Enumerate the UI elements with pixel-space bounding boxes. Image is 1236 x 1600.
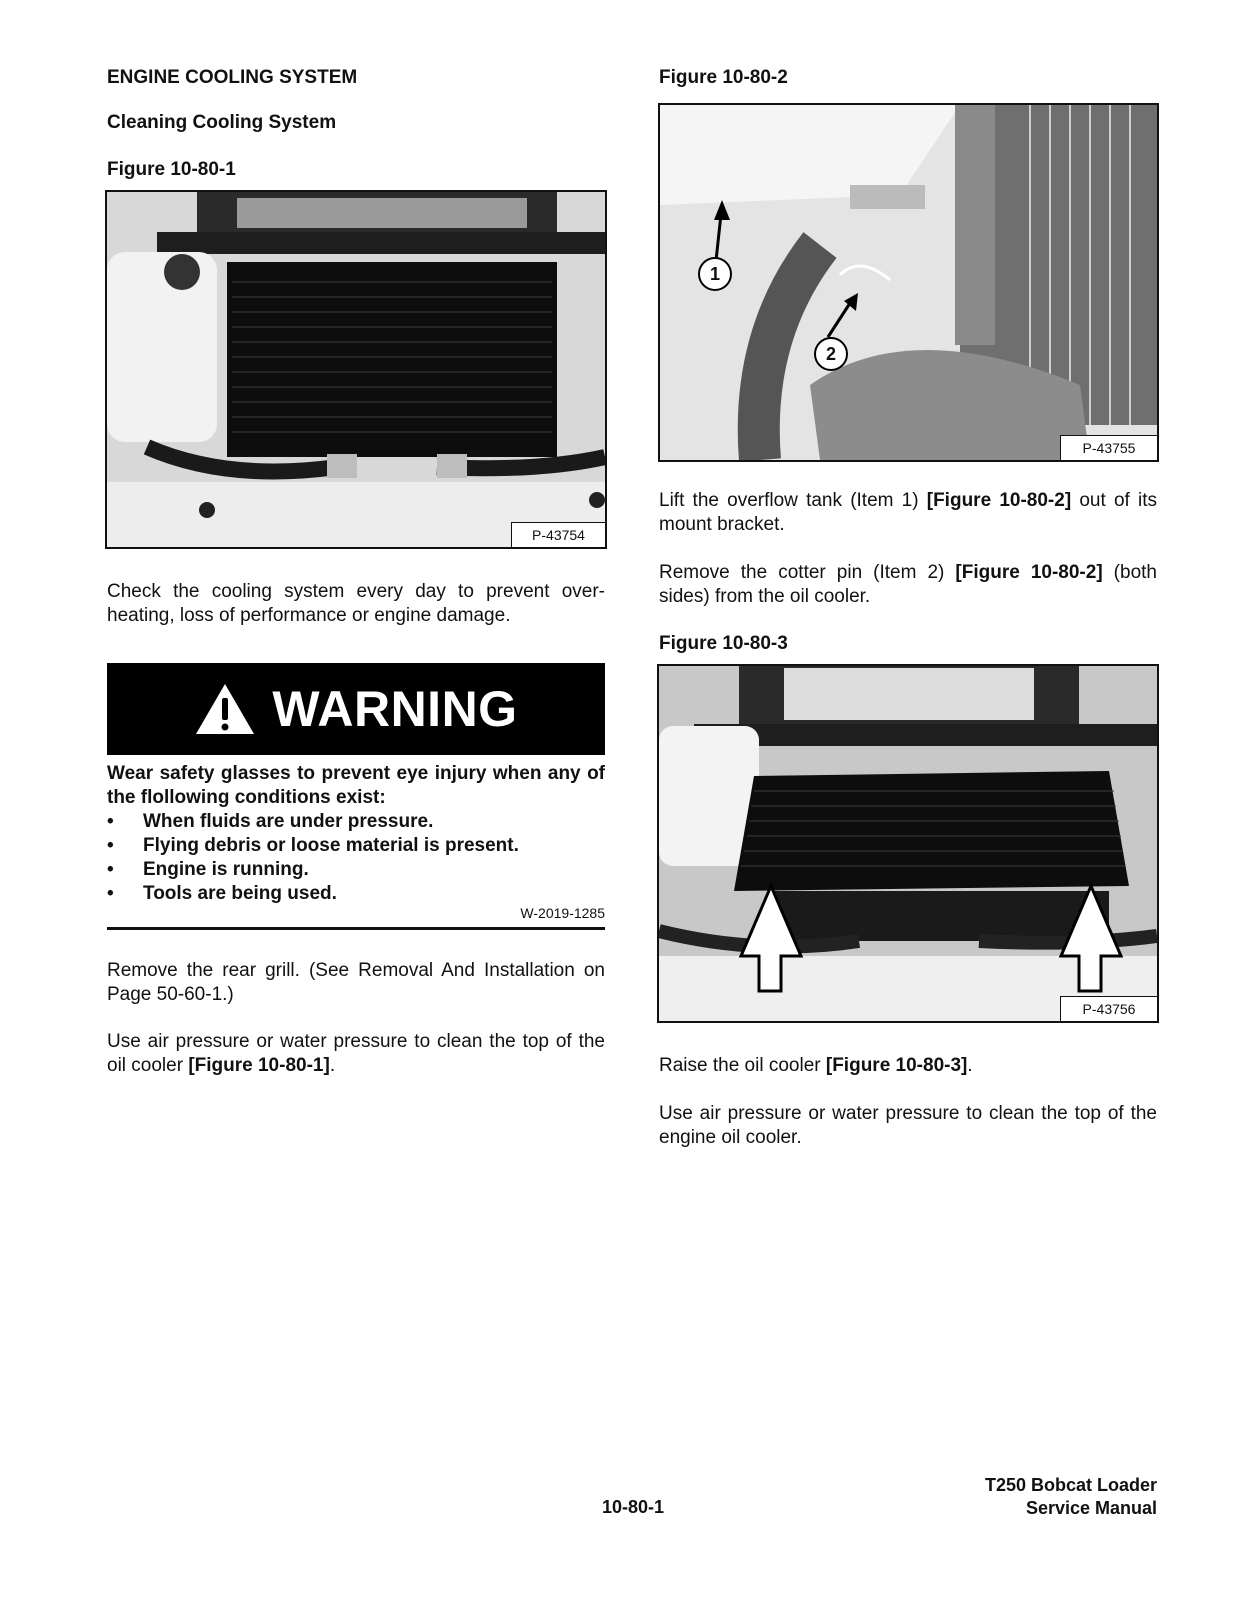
manual-title-line2: Service Manual xyxy=(1025,1498,1157,1518)
figure-10-80-1-photo xyxy=(105,190,607,549)
warning-code: W-2019-1285 xyxy=(520,905,605,921)
text-span: Use air pressure or water pressure to clean the top of the oil cooler xyxy=(107,1031,605,1076)
text-span: . xyxy=(329,1055,336,1076)
callout-item-1: 1 xyxy=(698,257,732,291)
figure-reference-link[interactable]: [Figure 10-80-2] xyxy=(926,490,1072,511)
photo-id-tag: P-43755 xyxy=(1060,435,1157,460)
paragraph-lift-tank xyxy=(659,489,1157,537)
figure-reference-link[interactable]: [Figure 10-80-3] xyxy=(825,1055,968,1076)
section-title: ENGINE COOLING SYSTEM xyxy=(107,67,358,88)
warning-intro: Wear safety glasses to prevent eye injury when any of the flollowing conditions exist: xyxy=(107,763,605,808)
paragraph-remove-cotter-pin xyxy=(659,561,1157,609)
oil-cooler-photo-illustration xyxy=(107,192,605,547)
paragraph-clean-top xyxy=(107,1030,605,1078)
figure-label: Figure 10-80-1 xyxy=(107,159,236,180)
text-span: . xyxy=(967,1055,973,1076)
text-span: Remove the cotter pin (Item 2) xyxy=(659,562,956,583)
text-span: (both sides) from the oil cooler. xyxy=(659,562,1157,607)
overflow-tank-photo-illustration xyxy=(660,105,1157,460)
list-item: • Tools are being used. xyxy=(107,882,605,906)
paragraph-clean-engine-cooler: Use air pressure or water pressure to clean the top of the engine oil cooler. xyxy=(659,1103,1157,1148)
text-span: out of its mount bracket. xyxy=(659,490,1157,535)
raised-oil-cooler-photo-illustration xyxy=(659,666,1157,1021)
paragraph-check-daily: Check the cooling system every day to prevent over-heating, loss of performance or engine damage. xyxy=(107,581,605,626)
list-item: • Flying debris or loose material is present. xyxy=(107,834,605,858)
callout-item-2: 2 xyxy=(814,337,848,371)
warning-title: WARNING xyxy=(272,681,518,737)
paragraph-raise-cooler xyxy=(659,1054,1157,1078)
paragraph-remove-grill: Remove the rear grill. (See Removal And Installation on Page 50-60-1.) xyxy=(107,960,605,1005)
photo-id-tag: P-43754 xyxy=(511,522,605,547)
figure-10-80-3-photo xyxy=(657,664,1159,1023)
text-span: Raise the oil cooler xyxy=(659,1055,826,1076)
figure-reference-link[interactable]: [Figure 10-80-1] xyxy=(188,1055,330,1076)
manual-title-line1: T250 Bobcat Loader xyxy=(984,1475,1157,1495)
warning-body xyxy=(107,762,605,906)
warning-conditions-list xyxy=(107,810,605,906)
page-number: 10-80-1 xyxy=(602,1497,665,1517)
warning-divider xyxy=(107,927,605,930)
list-item: • Engine is running. xyxy=(107,858,605,882)
manual-title xyxy=(900,1474,1157,1520)
figure-10-80-2-photo xyxy=(658,103,1159,462)
figure-label: Figure 10-80-3 xyxy=(659,633,788,654)
photo-id-tag: P-43756 xyxy=(1060,996,1157,1021)
warning-banner xyxy=(107,663,605,755)
warning-triangle-icon xyxy=(194,682,256,736)
list-item: • When fluids are under pressure. xyxy=(107,810,605,834)
text-span: Lift the overflow tank (Item 1) xyxy=(659,490,927,511)
subsection-title: Cleaning Cooling System xyxy=(107,112,337,133)
figure-reference-link[interactable]: [Figure 10-80-2] xyxy=(955,562,1103,583)
figure-label: Figure 10-80-2 xyxy=(659,67,788,88)
